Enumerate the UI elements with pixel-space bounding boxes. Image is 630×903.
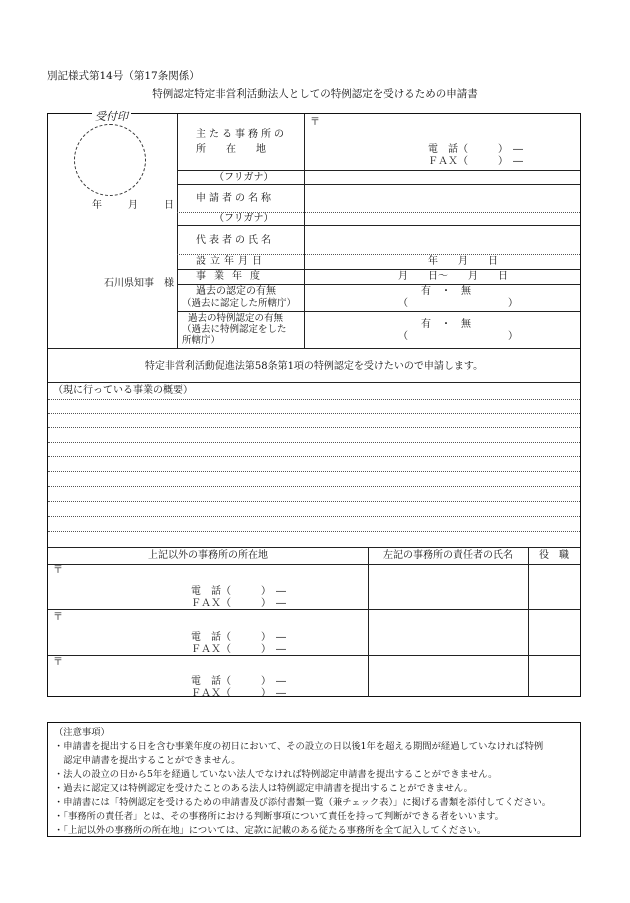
office-3-postal: 〒 <box>53 657 63 668</box>
office-1-fax[interactable]: ＦＡＸ（ ） ― <box>191 598 286 609</box>
office-3-phone[interactable]: 電 話（ ） ― <box>191 676 286 687</box>
offices-col-position: 役 職 <box>539 550 569 561</box>
established-value[interactable]: 年 月 日 <box>428 256 498 267</box>
offices-col-manager: 左記の事務所の責任者の氏名 <box>383 550 513 561</box>
past-special-label-1: 過去の特例認定の有無 <box>188 313 284 324</box>
past-special-paren[interactable]: （ ） <box>398 331 518 342</box>
note-item: ・申請書には「特例認定を受けるための申請書及び添付書類一覧（兼チェック表）」に掲げる書類を添付してください。 <box>54 797 552 808</box>
past-cert-paren[interactable]: （ ） <box>398 298 518 309</box>
business-overview-label: （現に行っている事業の概要） <box>53 385 193 396</box>
main-office-phone[interactable]: 電 話（ ） ― <box>428 144 523 155</box>
postal-mark: 〒 <box>310 117 320 128</box>
notes-heading: （注意事項） <box>54 727 110 738</box>
receipt-stamp-label: 受付印 <box>92 108 131 124</box>
furigana-representative: （フリガナ） <box>214 213 274 224</box>
note-item: ・法人の設立の日から5年を経過していない法人でなければ特例認定申請書を提出することができません。 <box>54 769 498 780</box>
office-1-phone[interactable]: 電 話（ ） ― <box>191 586 286 597</box>
main-office-fax[interactable]: ＦＡＸ（ ） ― <box>428 156 523 167</box>
office-2-postal: 〒 <box>53 612 63 623</box>
main-office-label-1: 主たる事務所の <box>196 129 287 140</box>
recipient: 石川県知事 様 <box>104 278 174 289</box>
office-2-phone[interactable]: 電 話（ ） ― <box>191 632 286 643</box>
representative-name-label: 代表者の氏名 <box>196 235 274 246</box>
main-office-label-2: 所 在 地 <box>196 144 266 155</box>
fiscal-year-value[interactable]: 月 日～ 月 日 <box>398 271 508 282</box>
office-1-postal: 〒 <box>53 565 63 576</box>
past-special-label-2: （過去に特例認定をした <box>182 324 287 335</box>
form-number: 別記様式第14号（第17条関係） <box>47 70 200 82</box>
note-item: ・「上記以外の事務所の所在地」については、定款に記載のある従たる事務所を全て記入してください。 <box>54 825 487 836</box>
applicant-name-label: 申請者の名称 <box>196 193 274 204</box>
note-item: ・過去に認定又は特例認定を受けたことのある法人は特例認定申請書を提出することができません。 <box>54 783 473 794</box>
receipt-stamp-circle <box>74 124 146 196</box>
note-item: ・「事務所の責任者」とは、その事務所における判断事項について責任を持って判断ができる者をいいます。 <box>54 811 504 822</box>
note-item: 認定申請書を提出することができません。 <box>54 755 241 766</box>
form-title: 特例認定特定非営利活動法人としての特例認定を受けるための申請書 <box>152 88 478 100</box>
notes-box <box>47 722 581 837</box>
office-2-fax[interactable]: ＦＡＸ（ ） ― <box>191 644 286 655</box>
office-3-fax[interactable]: ＦＡＸ（ ） ― <box>191 688 286 699</box>
past-cert-label-2: （過去に認定した所轄庁） <box>182 298 297 309</box>
fiscal-year-label: 事業年度 <box>196 271 268 282</box>
date-label: 年 月 日 <box>92 200 176 211</box>
declaration: 特定非営利活動促進法第58条第1項の特例認定を受けたいので申請します。 <box>144 361 484 372</box>
past-cert-label-1: 過去の認定の有無 <box>196 286 276 297</box>
offices-col-address: 上記以外の事務所の所在地 <box>148 550 268 561</box>
past-cert-value[interactable]: 有 ・ 無 <box>421 286 471 297</box>
note-item: ・申請書を提出する日を含む事業年度の初日において、その設立の日以後1年を超える期間が経過していなければ特例 <box>54 741 544 752</box>
past-special-value[interactable]: 有 ・ 無 <box>421 319 471 330</box>
past-special-label-3: 所轄庁） <box>182 335 221 346</box>
established-label: 設立年月日 <box>196 256 266 267</box>
furigana-applicant: （フリガナ） <box>214 172 274 183</box>
application-form <box>47 110 581 699</box>
